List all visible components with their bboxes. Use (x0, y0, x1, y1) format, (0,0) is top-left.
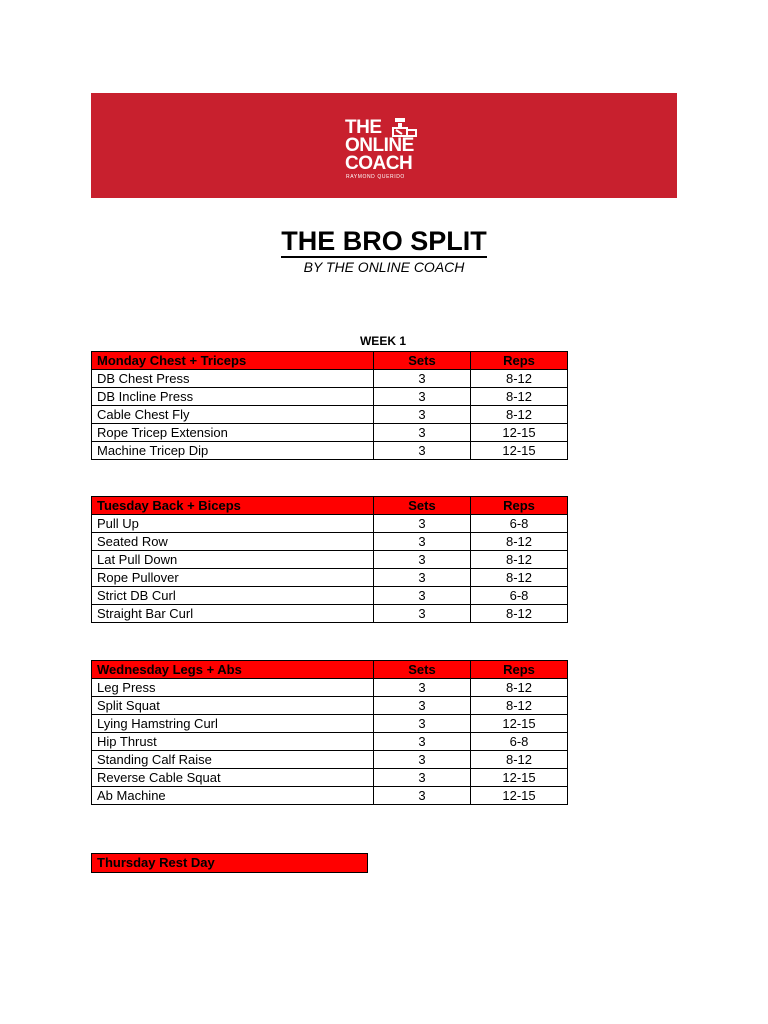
exercise-reps: 8-12 (471, 697, 568, 715)
exercise-reps: 12-15 (471, 442, 568, 460)
exercise-sets: 3 (374, 787, 471, 805)
table-row (92, 697, 568, 715)
exercise-name: Reverse Cable Squat (92, 769, 374, 787)
exercise-name: Ab Machine (92, 787, 374, 805)
table-row (92, 679, 568, 697)
table-row (92, 406, 568, 424)
sets-header: Sets (374, 661, 471, 679)
exercise-name: Straight Bar Curl (92, 605, 374, 623)
exercise-reps: 12-15 (471, 424, 568, 442)
reps-header: Reps (471, 661, 568, 679)
exercise-reps: 6-8 (471, 733, 568, 751)
exercise-sets: 3 (374, 605, 471, 623)
exercise-name: Strict DB Curl (92, 587, 374, 605)
table-row (92, 424, 568, 442)
sets-header: Sets (374, 497, 471, 515)
day-name: Tuesday Back + Biceps (92, 497, 374, 515)
exercise-name: Rope Tricep Extension (92, 424, 374, 442)
logo-line-2: ONLINE (345, 135, 414, 156)
exercise-reps: 8-12 (471, 605, 568, 623)
exercise-sets: 3 (374, 569, 471, 587)
exercise-name: Seated Row (92, 533, 374, 551)
reps-header: Reps (471, 497, 568, 515)
rest-day-header: Thursday Rest Day (91, 853, 368, 873)
table-row (92, 715, 568, 733)
exercise-reps: 8-12 (471, 679, 568, 697)
table-row (92, 605, 568, 623)
exercise-reps: 12-15 (471, 787, 568, 805)
table-row (92, 533, 568, 551)
exercise-sets: 3 (374, 515, 471, 533)
exercise-reps: 8-12 (471, 569, 568, 587)
exercise-name: Hip Thrust (92, 733, 374, 751)
exercise-sets: 3 (374, 587, 471, 605)
page-title (0, 224, 768, 258)
table-row (92, 751, 568, 769)
sets-header: Sets (374, 352, 471, 370)
exercise-name: DB Incline Press (92, 388, 374, 406)
exercise-name: Split Squat (92, 697, 374, 715)
exercise-sets: 3 (374, 715, 471, 733)
exercise-reps: 8-12 (471, 751, 568, 769)
day-table-tuesday (91, 496, 568, 623)
table-row (92, 769, 568, 787)
exercise-reps: 8-12 (471, 533, 568, 551)
table-row (92, 370, 568, 388)
page-subtitle: BY THE ONLINE COACH (303, 259, 465, 275)
table-row (92, 551, 568, 569)
exercise-sets: 3 (374, 769, 471, 787)
exercise-sets: 3 (374, 406, 471, 424)
exercise-sets: 3 (374, 388, 471, 406)
week-label: WEEK 1 (359, 334, 406, 348)
logo-subtitle: RAYMOND QUERIDO (346, 174, 405, 180)
day-name: Monday Chest + Triceps (92, 352, 374, 370)
exercise-sets: 3 (374, 370, 471, 388)
exercise-sets: 3 (374, 697, 471, 715)
table-row (92, 587, 568, 605)
table-row (92, 442, 568, 460)
exercise-reps: 6-8 (471, 587, 568, 605)
table-header-row (92, 661, 568, 679)
day-table-monday (91, 351, 568, 460)
exercise-reps: 8-12 (471, 370, 568, 388)
exercise-sets: 3 (374, 679, 471, 697)
exercise-reps: 12-15 (471, 715, 568, 733)
table-row (92, 515, 568, 533)
table-row (92, 569, 568, 587)
table-header-row (92, 497, 568, 515)
reps-header: Reps (471, 352, 568, 370)
exercise-name: Rope Pullover (92, 569, 374, 587)
exercise-name: Cable Chest Fly (92, 406, 374, 424)
exercise-sets: 3 (374, 442, 471, 460)
exercise-reps: 6-8 (471, 515, 568, 533)
exercise-name: Machine Tricep Dip (92, 442, 374, 460)
exercise-name: Standing Calf Raise (92, 751, 374, 769)
exercise-name: Leg Press (92, 679, 374, 697)
exercise-reps: 12-15 (471, 769, 568, 787)
exercise-name: Pull Up (92, 515, 374, 533)
exercise-name: Lat Pull Down (92, 551, 374, 569)
exercise-reps: 8-12 (471, 406, 568, 424)
day-table-wednesday (91, 660, 568, 805)
logo-line-3: COACH (345, 153, 413, 174)
table-row (92, 787, 568, 805)
exercise-sets: 3 (374, 533, 471, 551)
table-header-row (92, 352, 568, 370)
exercise-name: Lying Hamstring Curl (92, 715, 374, 733)
exercise-sets: 3 (374, 551, 471, 569)
exercise-reps: 8-12 (471, 551, 568, 569)
logo-line-1: THE (345, 117, 382, 138)
table-row (92, 388, 568, 406)
brand-logo (345, 112, 435, 184)
page-title-text: THE BRO SPLIT (281, 226, 487, 256)
table-row (92, 733, 568, 751)
exercise-sets: 3 (374, 751, 471, 769)
exercise-sets: 3 (374, 733, 471, 751)
exercise-sets: 3 (374, 424, 471, 442)
day-name: Wednesday Legs + Abs (92, 661, 374, 679)
exercise-name: DB Chest Press (92, 370, 374, 388)
exercise-reps: 8-12 (471, 388, 568, 406)
